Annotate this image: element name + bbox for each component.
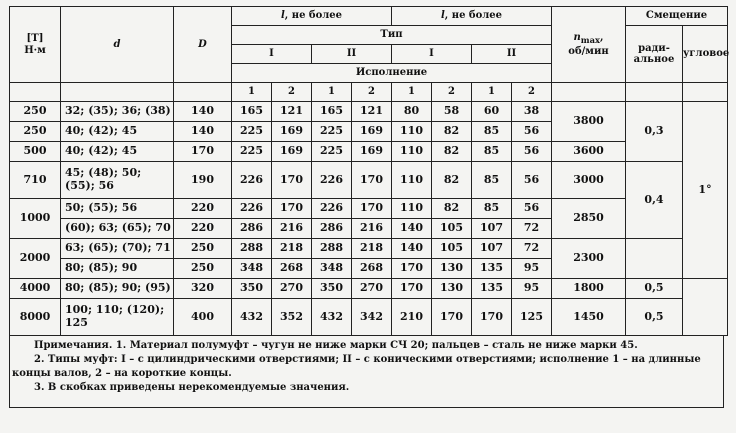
cell-l: 170: [432, 299, 472, 336]
table-row: [10, 102, 728, 122]
cell-torque: 500: [10, 142, 61, 162]
nmax-sub: max: [580, 34, 600, 45]
cell-l: 288: [232, 239, 272, 259]
nmax-unit: об/мин: [568, 45, 609, 57]
cell-D: 170: [174, 142, 232, 162]
cell-torque: 2000: [10, 239, 61, 279]
cell-l: 110: [392, 162, 432, 199]
header-exec-5: 1: [392, 83, 432, 102]
cell-nmax: 1450: [552, 299, 626, 336]
cell-l: 58: [432, 102, 472, 122]
cell-l: 135: [472, 259, 512, 279]
cell-l: 82: [432, 122, 472, 142]
cell-d: (60); 63; (65); 70: [61, 219, 174, 239]
cell-D: 140: [174, 122, 232, 142]
cell-l: 226: [312, 199, 352, 219]
table-row: [10, 279, 728, 299]
header-exec-8: 2: [512, 83, 552, 102]
header-type-II-b: II: [472, 45, 552, 64]
cell-l: 170: [392, 259, 432, 279]
cell-l: 216: [272, 219, 312, 239]
cell-l: 210: [392, 299, 432, 336]
note-line-2: 2. Типы муфт: I – с цилиндрическими отверстиями; II – с коническими отверстиями; исполнение 1 – на длинные: [34, 354, 701, 365]
table-row: [10, 299, 728, 336]
cell-l: 270: [352, 279, 392, 299]
radial-line1: ради-: [638, 42, 670, 54]
cell-angular: 1°: [683, 102, 728, 279]
cell-l: 225: [232, 122, 272, 142]
cell-nmax: 3800: [552, 102, 626, 142]
cell-d: 80; (85); 90: [61, 259, 174, 279]
cell-l: 170: [472, 299, 512, 336]
cell-l: 82: [432, 142, 472, 162]
header-type-I-a: I: [232, 45, 312, 64]
cell-l: 107: [472, 219, 512, 239]
header-angular: угловое: [683, 26, 728, 83]
cell-l: 85: [472, 142, 512, 162]
cell-l: 270: [272, 279, 312, 299]
cell-l: 216: [352, 219, 392, 239]
header-d: d: [61, 7, 174, 83]
cell-D: 140: [174, 102, 232, 122]
cell-l: 218: [352, 239, 392, 259]
cell-l: 95: [512, 259, 552, 279]
cell-l: 95: [512, 279, 552, 299]
cell-l: 348: [312, 259, 352, 279]
cell-l: 105: [432, 219, 472, 239]
l-right-symbol: l: [440, 10, 445, 22]
header-type: Тип: [232, 26, 552, 45]
header-spacer: [683, 83, 728, 102]
cell-l: 218: [272, 239, 312, 259]
header-offset: Смещение: [626, 7, 728, 26]
cell-l: 348: [232, 259, 272, 279]
cell-l: 286: [312, 219, 352, 239]
header-exec-1: 1: [232, 83, 272, 102]
cell-l: 60: [472, 102, 512, 122]
cell-l: 169: [352, 122, 392, 142]
table-row: [10, 142, 728, 162]
cell-l: 72: [512, 239, 552, 259]
cell-d: 45; (48); 50; (55); 56: [61, 162, 174, 199]
cell-angular-empty: [683, 279, 728, 336]
cell-d: 63; (65); (70); 71: [61, 239, 174, 259]
note-line-1: Примечания. 1. Материал полумуфт – чугун не ниже марки СЧ 20; пальцев – сталь не ниже марки 45.: [34, 340, 638, 351]
cell-d: 80; (85); 90; (95): [61, 279, 174, 299]
header-spacer: [61, 83, 174, 102]
cell-nmax: 3000: [552, 162, 626, 199]
cell-torque: 250: [10, 102, 61, 122]
cell-torque: 250: [10, 122, 61, 142]
header-l-right: [392, 7, 552, 26]
cell-l: 130: [432, 279, 472, 299]
l-left-symbol: l: [280, 10, 285, 22]
cell-D: 250: [174, 259, 232, 279]
cell-l: 56: [512, 142, 552, 162]
l-right-suffix: , не более: [444, 10, 503, 22]
cell-l: 85: [472, 162, 512, 199]
cell-l: 226: [232, 162, 272, 199]
header-exec-6: 2: [432, 83, 472, 102]
cell-l: 56: [512, 122, 552, 142]
cell-l: 121: [352, 102, 392, 122]
cell-l: 72: [512, 219, 552, 239]
cell-l: 268: [352, 259, 392, 279]
cell-l: 105: [432, 239, 472, 259]
header-exec-3: 1: [312, 83, 352, 102]
note-line-3: концы валов, 2 – на короткие концы.: [12, 368, 232, 379]
cell-l: 125: [512, 299, 552, 336]
cell-l: 352: [272, 299, 312, 336]
cell-l: 80: [392, 102, 432, 122]
cell-l: 226: [232, 199, 272, 219]
header-radial: [626, 26, 683, 83]
table-row: [10, 199, 728, 219]
cell-radial-empty: [626, 239, 683, 279]
cell-l: 107: [472, 239, 512, 259]
cell-D: 320: [174, 279, 232, 299]
cell-radial: 0,4: [626, 162, 683, 239]
cell-l: 225: [232, 142, 272, 162]
cell-d: 100; 110; (120); 125: [61, 299, 174, 336]
cell-radial: 0,5: [626, 299, 683, 336]
cell-radial: 0,5: [626, 279, 683, 299]
cell-torque: 4000: [10, 279, 61, 299]
cell-l: 135: [472, 279, 512, 299]
header-l-left: [232, 7, 392, 26]
cell-nmax: 1800: [552, 279, 626, 299]
cell-radial: 0,3: [626, 102, 683, 162]
cell-l: 130: [432, 259, 472, 279]
cell-l: 110: [392, 199, 432, 219]
cell-d: 50; (55); 56: [61, 199, 174, 219]
torque-symbol: [T]: [26, 33, 44, 44]
cell-torque: 8000: [10, 299, 61, 336]
header-type-I-b: I: [392, 45, 472, 64]
coupling-spec-table: [9, 6, 728, 336]
cell-d: 32; (35); 36; (38): [61, 102, 174, 122]
cell-nmax: 2300: [552, 239, 626, 279]
table-notes: [9, 336, 724, 408]
cell-l: 170: [392, 279, 432, 299]
cell-D: 250: [174, 239, 232, 259]
cell-D: 220: [174, 219, 232, 239]
cell-l: 225: [312, 122, 352, 142]
cell-D: 190: [174, 162, 232, 199]
cell-l: 165: [312, 102, 352, 122]
cell-l: 226: [312, 162, 352, 199]
cell-l: 110: [392, 142, 432, 162]
cell-l: 56: [512, 162, 552, 199]
cell-l: 85: [472, 122, 512, 142]
header-exec-2: 2: [272, 83, 312, 102]
l-left-suffix: , не более: [284, 10, 343, 22]
cell-d: 40; (42); 45: [61, 142, 174, 162]
note-line-4: 3. В скобках приведены нерекомендуемые значения.: [34, 382, 350, 393]
cell-l: 110: [392, 122, 432, 142]
cell-l: 82: [432, 162, 472, 199]
cell-D: 220: [174, 199, 232, 219]
cell-nmax: 3600: [552, 142, 626, 162]
cell-D: 400: [174, 299, 232, 336]
cell-l: 170: [272, 199, 312, 219]
header-torque: [10, 7, 61, 83]
cell-l: 350: [312, 279, 352, 299]
nmax-label: $n_{max}$,: [573, 31, 604, 45]
cell-l: 56: [512, 199, 552, 219]
torque-unit: Н·м: [24, 44, 46, 56]
cell-l: 169: [272, 122, 312, 142]
cell-torque: 710: [10, 162, 61, 199]
cell-l: 225: [312, 142, 352, 162]
cell-l: 85: [472, 199, 512, 219]
nmax-symbol: n: [573, 31, 581, 43]
cell-l: 170: [352, 199, 392, 219]
cell-l: 121: [272, 102, 312, 122]
header-nmax: [552, 7, 626, 83]
cell-l: 82: [432, 199, 472, 219]
cell-l: 432: [232, 299, 272, 336]
cell-l: 432: [312, 299, 352, 336]
cell-l: 170: [272, 162, 312, 199]
cell-l: 288: [312, 239, 352, 259]
cell-torque: 1000: [10, 199, 61, 239]
cell-l: 38: [512, 102, 552, 122]
coupling-spec-sheet: [9, 6, 730, 408]
header-execution: Исполнение: [232, 64, 552, 83]
table-row: [10, 239, 728, 259]
cell-l: 169: [352, 142, 392, 162]
cell-l: 170: [352, 162, 392, 199]
cell-l: 350: [232, 279, 272, 299]
cell-l: 342: [352, 299, 392, 336]
radial-line2: альное: [633, 54, 675, 65]
header-exec-4: 2: [352, 83, 392, 102]
cell-l: 165: [232, 102, 272, 122]
cell-l: 140: [392, 219, 432, 239]
cell-l: 268: [272, 259, 312, 279]
table-row: [10, 162, 728, 199]
cell-l: 140: [392, 239, 432, 259]
cell-d: 40; (42); 45: [61, 122, 174, 142]
header-exec-7: 1: [472, 83, 512, 102]
cell-l: 169: [272, 142, 312, 162]
header-spacer: [626, 83, 683, 102]
cell-nmax: 2850: [552, 199, 626, 239]
header-spacer: [10, 83, 61, 102]
header-type-II-a: II: [312, 45, 392, 64]
header-spacer: [174, 83, 232, 102]
header-spacer: [552, 83, 626, 102]
header-D: D: [174, 7, 232, 83]
cell-l: 286: [232, 219, 272, 239]
